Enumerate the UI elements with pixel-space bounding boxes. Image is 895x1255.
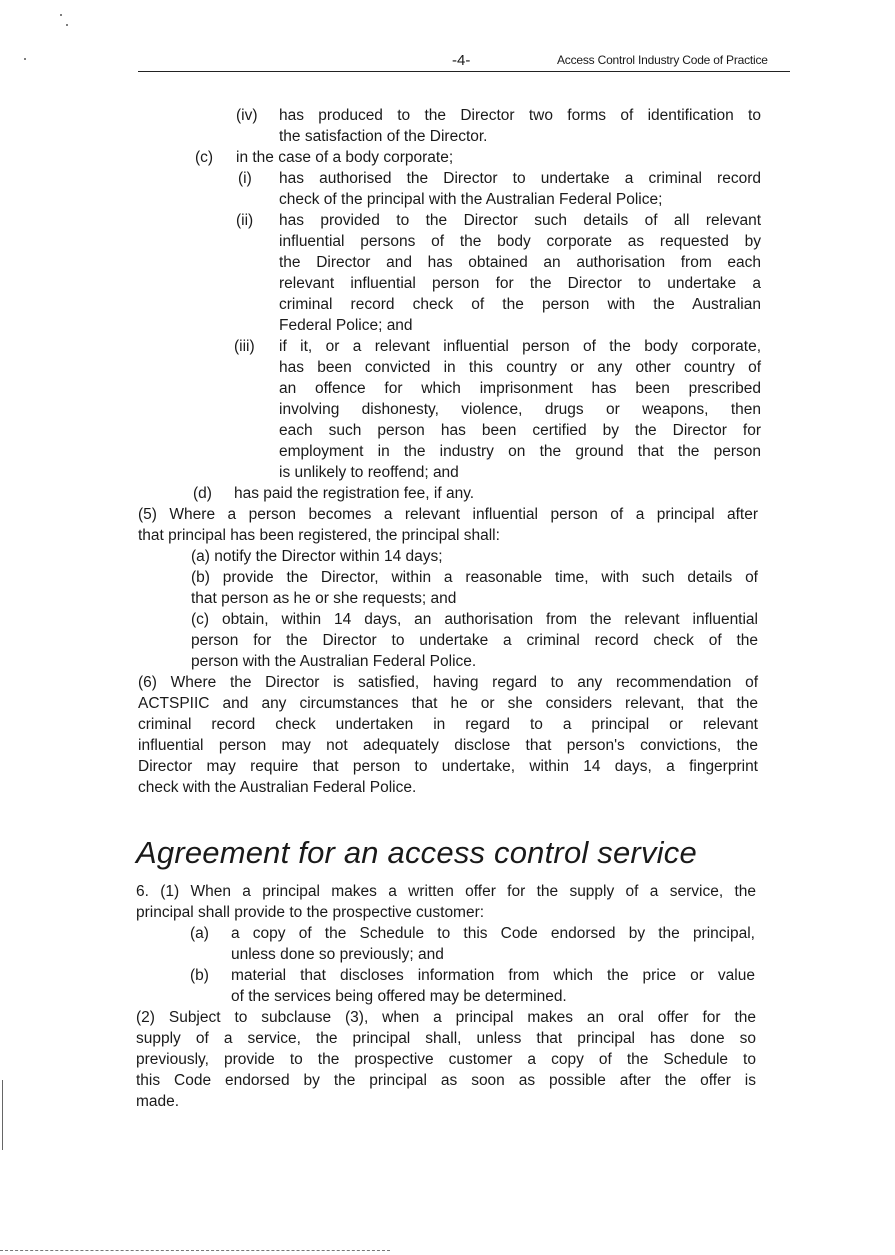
item-a-line: a copy of the Schedule to this Code endorsed by the principal, xyxy=(231,925,755,942)
para-5-line: (5) Where a person becomes a relevant influential person of a principal after xyxy=(138,506,758,523)
para-6-2-line: previously, provide to the prospective customer a copy of the Schedule to xyxy=(136,1051,756,1068)
para-6-2-line: made. xyxy=(136,1093,180,1110)
item-iv-line: has produced to the Director two forms of identification to xyxy=(279,107,761,124)
para-6-line: Director may require that person to undertake, within 14 days, a fingerprint xyxy=(138,758,758,775)
item-iii-line: an offence for which imprisonment has been prescribed xyxy=(279,380,761,397)
para-5-line: that principal has been registered, the principal shall: xyxy=(138,527,500,544)
para-6-2-line: (2) Subject to subclause (3), when a principal makes an oral offer for the xyxy=(136,1009,756,1026)
item-ii-line: relevant influential person for the Director to undertake a xyxy=(279,275,761,292)
item-i-line: has authorised the Director to undertake a criminal record xyxy=(279,170,761,187)
item-ii-line: Federal Police; and xyxy=(279,317,413,334)
para-6-2-line: this Code endorsed by the principal as soon as possible after the offer is xyxy=(136,1072,756,1089)
scan-speck xyxy=(24,58,26,60)
item-label-b: (b) xyxy=(190,967,209,984)
item-label-a: (a) xyxy=(190,925,209,942)
scan-bottom-edge xyxy=(0,1250,390,1251)
item-d-text: has paid the registration fee, if any. xyxy=(234,485,475,502)
item-label-d: (d) xyxy=(193,485,212,502)
item-ii-line: the Director and has obtained an authorisation from each xyxy=(279,254,761,271)
scan-speck xyxy=(60,14,62,16)
item-label-iii: (iii) xyxy=(234,338,255,355)
para-5-c-line: (c) obtain, within 14 days, an authorisation from the relevant influential xyxy=(191,611,758,628)
scan-speck xyxy=(66,24,68,26)
item-iii-line: each such person has been certified by the Director for xyxy=(279,422,761,439)
para-6-1-line: 6. (1) When a principal makes a written offer for the supply of a service, the xyxy=(136,883,756,900)
para-6-line: check with the Australian Federal Police. xyxy=(138,779,417,796)
item-ii-line: influential persons of the body corporate as requested by xyxy=(279,233,761,250)
page-number: -4- xyxy=(452,52,471,69)
item-ii-line: has provided to the Director such details of all relevant xyxy=(279,212,761,229)
item-iii-line: employment in the industry on the ground that the person xyxy=(279,443,761,460)
para-5-c-line: person with the Australian Federal Police. xyxy=(191,653,477,670)
para-5-b-line: (b) provide the Director, within a reasonable time, with such details of xyxy=(191,569,758,586)
para-6-line: (6) Where the Director is satisfied, having regard to any recommendation of xyxy=(138,674,758,691)
item-iii-line: if it, or a relevant influential person of the body corporate, xyxy=(279,338,761,355)
item-a-line: unless done so previously; and xyxy=(231,946,444,963)
para-6-line: criminal record check undertaken in regard to a principal or relevant xyxy=(138,716,758,733)
item-ii-line: criminal record check of the person with the Australian xyxy=(279,296,761,313)
running-title: Access Control Industry Code of Practice xyxy=(557,53,768,67)
item-label-c: (c) xyxy=(195,149,214,166)
item-b-line: of the services being offered may be determined. xyxy=(231,988,567,1005)
item-b-line: material that discloses information from which the price or value xyxy=(231,967,755,984)
para-6-line: ACTSPIIC and any circumstances that he or she considers relevant, that the xyxy=(138,695,758,712)
item-label-i: (i) xyxy=(238,170,252,187)
item-iv-line: the satisfaction of the Director. xyxy=(279,128,488,145)
item-iii-line: is unlikely to reoffend; and xyxy=(279,464,459,481)
para-5-a: (a) notify the Director within 14 days; xyxy=(191,548,443,565)
header-rule xyxy=(138,71,790,72)
item-iii-line: involving dishonesty, violence, drugs or weapons, then xyxy=(279,401,761,418)
item-c-text: in the case of a body corporate; xyxy=(236,149,454,166)
scan-edge-mark xyxy=(2,1080,3,1150)
section-heading: Agreement for an access control service xyxy=(136,835,697,870)
item-label-iv: (iv) xyxy=(236,107,258,124)
para-6-2-line: supply of a service, the principal shall, unless that principal has done so xyxy=(136,1030,756,1047)
para-5-c-line: person for the Director to undertake a criminal record check of the xyxy=(191,632,758,649)
para-5-b-line: that person as he or she requests; and xyxy=(191,590,457,607)
para-6-1-line: principal shall provide to the prospective customer: xyxy=(136,904,485,921)
item-i-line: check of the principal with the Australian Federal Police; xyxy=(279,191,663,208)
item-iii-line: has been convicted in this country or any other country of xyxy=(279,359,761,376)
item-label-ii: (ii) xyxy=(236,212,254,229)
para-6-line: influential person may not adequately disclose that person's convictions, the xyxy=(138,737,758,754)
